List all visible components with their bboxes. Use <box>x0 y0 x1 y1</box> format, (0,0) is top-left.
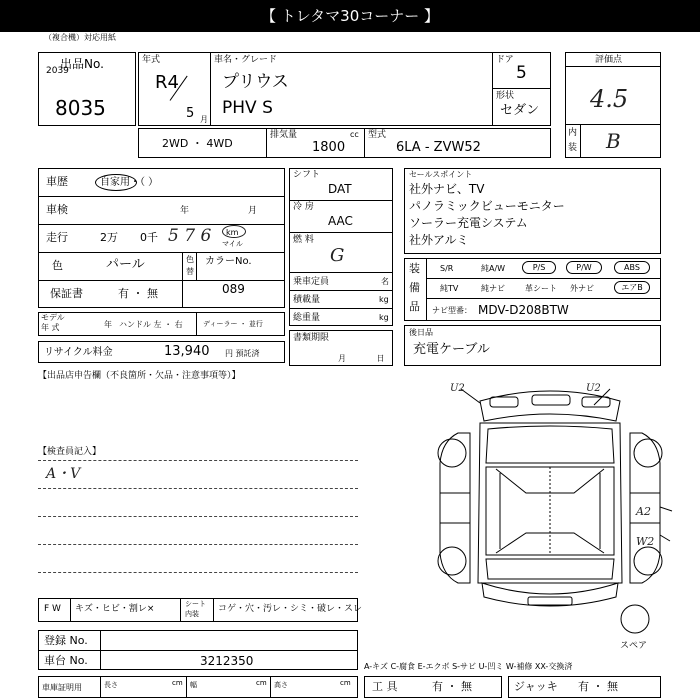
mileage-label: 走行 <box>46 231 68 244</box>
fw-label: F W <box>44 604 61 614</box>
chassis-value: 3212350 <box>200 654 254 668</box>
aftermarket-value: 充電ケーブル <box>413 342 490 357</box>
cooling-value: AAC <box>328 214 353 228</box>
year-month: 5 <box>186 106 195 121</box>
color-code: 089 <box>222 282 245 296</box>
seller-notes-label: 【出品店申告欄（不良箇所・欠品・注意事項等）】 <box>38 371 241 381</box>
recycle-label: リサイクル料金 <box>44 347 113 358</box>
color-change-bottom: 替 <box>186 267 194 276</box>
warranty-label: 保証書 <box>50 287 83 300</box>
score-value: 4.5 <box>590 85 629 113</box>
mileage-km-circle <box>222 225 246 238</box>
cert-label: 車庫証明用 <box>42 683 82 692</box>
fuel-label: 燃 料 <box>293 235 314 245</box>
aftermarket-label: 後日品 <box>409 328 433 337</box>
inspection-month-unit: 月 <box>248 206 258 216</box>
interior-label-bottom: 装 <box>568 143 578 153</box>
sales-point-line-1: 社外ナビ、TV <box>409 182 485 196</box>
model-year-unit: 年 <box>104 320 112 329</box>
model-type-label: 型式 <box>368 130 387 140</box>
legend: A-キズ C-腐食 E-エクボ S-サビ U-凹ミ W-補修 XX-交換済 <box>364 662 573 671</box>
seat-label-top: シート <box>185 600 206 608</box>
interior-label-top: 内 <box>568 128 578 138</box>
cert-height-unit: cm <box>340 679 351 687</box>
cert-long: 長さ <box>104 681 118 689</box>
warranty-value: 有 ・ 無 <box>118 287 158 300</box>
mileage-km: km <box>226 228 239 237</box>
sales-point-line-3: ソーラー充電システム <box>409 216 528 230</box>
load-label: 積載量 <box>293 295 321 305</box>
seat-items: コゲ・穴・汚レ・シミ・破レ・スレ <box>218 604 363 614</box>
mileage-man: 2万 <box>100 231 118 244</box>
equip-ps: P/S <box>522 261 556 274</box>
cert-width-unit: cm <box>256 679 267 687</box>
mark-u2-right: U2 <box>586 383 601 394</box>
recycle-value: 13,940 <box>164 344 210 359</box>
chassis-label: 車台 No. <box>44 654 88 667</box>
equip-aw: 純A/W <box>481 264 506 273</box>
cooling-label: 冷 房 <box>293 202 314 212</box>
color-code-label: カラーNo. <box>205 256 252 267</box>
equip-sr: S/R <box>440 264 454 273</box>
load-unit: kg <box>379 295 389 304</box>
shift-value: DAT <box>328 182 352 196</box>
model-year-label-top: モデル <box>41 313 65 322</box>
shape-label: 形状 <box>496 91 515 101</box>
tools-label: 工 具 <box>372 680 398 693</box>
equip-tv: 純TV <box>440 284 459 293</box>
mark-a2: A2 <box>636 505 651 518</box>
equip-ext-navi: 外ナビ <box>570 284 594 293</box>
equip-airbag: エアB <box>614 281 650 294</box>
weight-label: 総重量 <box>293 313 321 323</box>
handle-text: ハンドル 左 ・ 右 <box>119 320 183 329</box>
interior-value: B <box>606 129 621 153</box>
sales-point-line-2: パノラミックビューモニター <box>409 199 565 213</box>
inspector-note: A・V <box>46 466 81 482</box>
navi-model: MDV-D208BTW <box>478 303 569 317</box>
score-label: 評価点 <box>595 55 623 65</box>
displacement-value: 1800 <box>312 140 346 155</box>
jack-value: 有 ・ 無 <box>578 680 618 693</box>
year-era: R4 <box>155 72 179 93</box>
model-grade: PHV S <box>222 98 273 118</box>
top-note: （複合機）対応用紙 <box>44 33 116 42</box>
sales-point-line-4: 社外アルミ <box>409 233 469 247</box>
color-change-top: 色 <box>186 255 194 264</box>
tools-value: 有 ・ 無 <box>432 680 472 693</box>
weight-unit: kg <box>379 313 389 322</box>
shape-value: セダン <box>500 103 540 118</box>
dealer-text: ディーラー ・ 並行 <box>203 320 263 328</box>
lot-number: 8035 <box>55 96 106 120</box>
recycle-unit: 円 預託済 <box>225 349 260 358</box>
mark-u2-left: U2 <box>450 383 465 394</box>
history-text: 自家用・（ ） <box>100 177 159 188</box>
color-label: 色 <box>52 259 63 272</box>
mileage-thousand: 0千 <box>140 231 158 244</box>
shift-label: シフト <box>293 170 321 180</box>
year-label: 年式 <box>142 55 161 65</box>
sales-points-label: セールスポイント <box>409 170 473 179</box>
equip-pw: P/W <box>566 261 602 274</box>
cert-width: 幅 <box>190 681 197 689</box>
inspection-label: 車検 <box>46 203 68 216</box>
model-year-label-bottom: 年 式 <box>41 323 60 332</box>
color-value: パール <box>106 257 145 272</box>
doors-label: ドア <box>496 55 514 65</box>
jack-label: ジャッキ <box>514 680 558 693</box>
mileage-hw: 5 7 6 <box>168 226 212 246</box>
equip-abs: ABS <box>614 261 650 274</box>
doc-deadline-unit: 月 日 <box>338 354 399 363</box>
fuel-value: G <box>330 245 345 266</box>
seat-label-bottom: 内装 <box>185 610 199 618</box>
inspection-year-unit: 年 <box>180 206 190 216</box>
spare-label: スペア <box>620 641 648 651</box>
model-type-value: 6LA - ZVW52 <box>396 140 481 155</box>
drive-text: 2WD ・ 4WD <box>162 137 233 150</box>
year-month-unit: 月 <box>200 115 208 124</box>
history-label: 車歴 <box>46 175 68 188</box>
equipment-label-1: 装 <box>409 262 420 275</box>
displacement-unit: cc <box>350 130 359 139</box>
lot-label: 出品No. <box>60 57 104 71</box>
equip-navi: 純ナビ <box>481 284 505 293</box>
mileage-mile: マイル <box>222 240 243 248</box>
header-title: 【 トレタマ30コーナー 】 <box>260 7 440 25</box>
mark-w2: W2 <box>636 535 655 548</box>
doc-deadline-label: 書類期限 <box>293 333 330 343</box>
inspector-label: 【検査員記入】 <box>38 447 102 457</box>
model-name: プリウス <box>222 72 289 92</box>
cert-long-unit: cm <box>172 679 183 687</box>
equipment-label-2: 備 <box>409 281 420 294</box>
equip-leather: 革シート <box>525 284 557 293</box>
capacity-unit: 名 <box>381 277 389 286</box>
fw-items: キズ・ヒビ・割レ× <box>75 604 155 614</box>
cert-height: 高さ <box>274 681 288 689</box>
capacity-label: 乗車定員 <box>293 277 330 287</box>
displacement-label: 排気量 <box>270 130 298 140</box>
lot-sub: 2039 <box>46 66 69 76</box>
cert-row <box>38 676 358 698</box>
model-label: 車名・グレード <box>214 55 278 65</box>
registration-label: 登録 No. <box>44 634 88 647</box>
navi-model-label: ナビ型番： <box>432 306 472 315</box>
equipment-label-3: 品 <box>409 300 420 313</box>
doors-value: 5 <box>516 63 527 83</box>
